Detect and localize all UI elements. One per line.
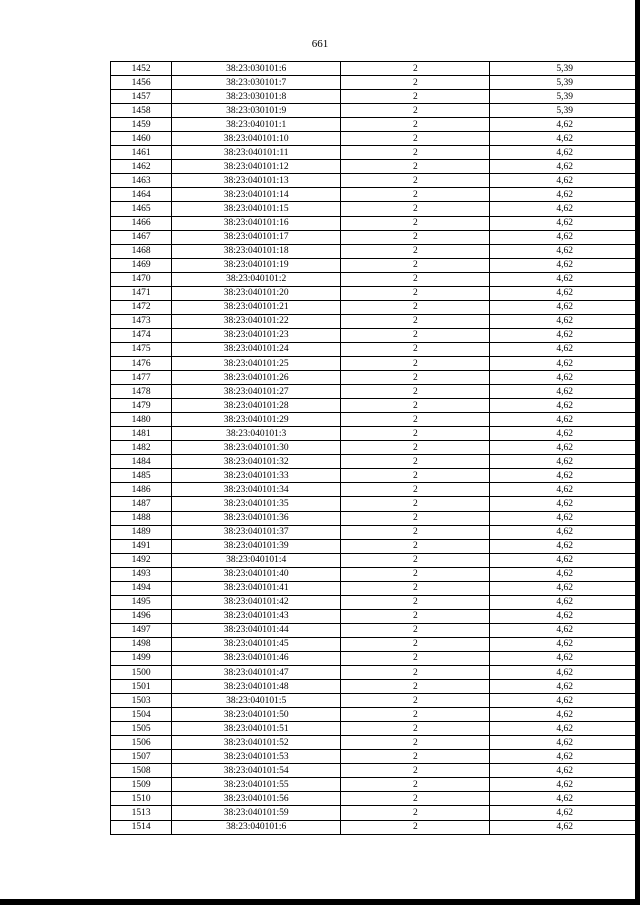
table-row: [111, 427, 640, 441]
cadastral-number-cell: 38:23:040101:55: [172, 778, 341, 792]
value-cell: 4,62: [490, 609, 640, 623]
cadastral-number-cell: 38:23:040101:20: [172, 286, 341, 300]
cadastral-number-cell: 38:23:040101:39: [172, 539, 341, 553]
value-cell: 4,62: [490, 230, 640, 244]
table-row: [111, 609, 640, 623]
table-row: [111, 469, 640, 483]
category-cell: 2: [341, 806, 490, 820]
value-cell: 4,62: [490, 399, 640, 413]
value-cell: 4,62: [490, 525, 640, 539]
value-cell: 4,62: [490, 202, 640, 216]
row-number-cell: 1477: [111, 371, 172, 385]
category-cell: 2: [341, 595, 490, 609]
category-cell: 2: [341, 356, 490, 370]
table-row: [111, 188, 640, 202]
value-cell: 4,62: [490, 132, 640, 146]
cadastral-number-cell: 38:23:040101:26: [172, 371, 341, 385]
cadastral-number-cell: 38:23:040101:18: [172, 244, 341, 258]
row-number-cell: 1472: [111, 300, 172, 314]
table-row: [111, 764, 640, 778]
cadastral-number-cell: 38:23:040101:23: [172, 328, 341, 342]
value-cell: 4,62: [490, 736, 640, 750]
table-body: [111, 62, 640, 835]
row-number-cell: 1459: [111, 118, 172, 132]
category-cell: 2: [341, 609, 490, 623]
cadastral-number-cell: 38:23:040101:28: [172, 399, 341, 413]
category-cell: 2: [341, 258, 490, 272]
table-row: [111, 385, 640, 399]
scan-edge-bottom: [0, 899, 640, 905]
value-cell: 4,62: [490, 385, 640, 399]
scan-edge-right: [635, 0, 640, 905]
row-number-cell: 1499: [111, 651, 172, 665]
row-number-cell: 1514: [111, 820, 172, 834]
cadastral-number-cell: 38:23:040101:2: [172, 272, 341, 286]
table-row: [111, 511, 640, 525]
cadastral-number-cell: 38:23:040101:45: [172, 637, 341, 651]
table-row: [111, 272, 640, 286]
row-number-cell: 1498: [111, 637, 172, 651]
cadastral-number-cell: 38:23:040101:43: [172, 609, 341, 623]
table-row: [111, 553, 640, 567]
category-cell: 2: [341, 483, 490, 497]
category-cell: 2: [341, 385, 490, 399]
cadastral-number-cell: 38:23:040101:53: [172, 750, 341, 764]
cadastral-number-cell: 38:23:030101:8: [172, 90, 341, 104]
row-number-cell: 1487: [111, 497, 172, 511]
value-cell: 4,62: [490, 469, 640, 483]
row-number-cell: 1471: [111, 286, 172, 300]
table-row: [111, 539, 640, 553]
category-cell: 2: [341, 694, 490, 708]
category-cell: 2: [341, 286, 490, 300]
category-cell: 2: [341, 651, 490, 665]
category-cell: 2: [341, 469, 490, 483]
row-number-cell: 1482: [111, 441, 172, 455]
row-number-cell: 1494: [111, 581, 172, 595]
value-cell: 5,39: [490, 62, 640, 76]
category-cell: 2: [341, 342, 490, 356]
category-cell: 2: [341, 314, 490, 328]
category-cell: 2: [341, 792, 490, 806]
cadastral-number-cell: 38:23:040101:17: [172, 230, 341, 244]
cadastral-number-cell: 38:23:040101:30: [172, 441, 341, 455]
cadastral-number-cell: 38:23:030101:9: [172, 104, 341, 118]
cadastral-number-cell: 38:23:040101:33: [172, 469, 341, 483]
value-cell: 4,62: [490, 581, 640, 595]
cadastral-number-cell: 38:23:040101:4: [172, 553, 341, 567]
cadastral-number-cell: 38:23:040101:56: [172, 792, 341, 806]
table-row: [111, 666, 640, 680]
row-number-cell: 1493: [111, 567, 172, 581]
cadastral-number-cell: 38:23:040101:41: [172, 581, 341, 595]
row-number-cell: 1457: [111, 90, 172, 104]
table-row: [111, 146, 640, 160]
table-row: [111, 258, 640, 272]
table-row: [111, 750, 640, 764]
row-number-cell: 1465: [111, 202, 172, 216]
row-number-cell: 1481: [111, 427, 172, 441]
category-cell: 2: [341, 62, 490, 76]
category-cell: 2: [341, 764, 490, 778]
row-number-cell: 1456: [111, 76, 172, 90]
row-number-cell: 1501: [111, 680, 172, 694]
value-cell: 4,62: [490, 595, 640, 609]
category-cell: 2: [341, 666, 490, 680]
table-row: [111, 708, 640, 722]
table-row: [111, 300, 640, 314]
value-cell: 4,62: [490, 792, 640, 806]
row-number-cell: 1480: [111, 413, 172, 427]
table-row: [111, 90, 640, 104]
value-cell: 4,62: [490, 216, 640, 230]
cadastral-number-cell: 38:23:040101:13: [172, 174, 341, 188]
row-number-cell: 1500: [111, 666, 172, 680]
row-number-cell: 1489: [111, 525, 172, 539]
category-cell: 2: [341, 202, 490, 216]
value-cell: 4,62: [490, 258, 640, 272]
table-row: [111, 76, 640, 90]
value-cell: 4,62: [490, 188, 640, 202]
value-cell: 4,62: [490, 623, 640, 637]
cadastral-number-cell: 38:23:040101:51: [172, 722, 341, 736]
row-number-cell: 1513: [111, 806, 172, 820]
category-cell: 2: [341, 371, 490, 385]
category-cell: 2: [341, 708, 490, 722]
value-cell: 5,39: [490, 76, 640, 90]
value-cell: 4,62: [490, 244, 640, 258]
row-number-cell: 1485: [111, 469, 172, 483]
cadastral-number-cell: 38:23:040101:14: [172, 188, 341, 202]
category-cell: 2: [341, 820, 490, 834]
row-number-cell: 1467: [111, 230, 172, 244]
category-cell: 2: [341, 525, 490, 539]
category-cell: 2: [341, 90, 490, 104]
value-cell: 4,62: [490, 342, 640, 356]
row-number-cell: 1473: [111, 314, 172, 328]
value-cell: 4,62: [490, 314, 640, 328]
cadastral-number-cell: 38:23:030101:6: [172, 62, 341, 76]
row-number-cell: 1476: [111, 356, 172, 370]
table-row: [111, 455, 640, 469]
row-number-cell: 1452: [111, 62, 172, 76]
value-cell: 4,62: [490, 567, 640, 581]
row-number-cell: 1461: [111, 146, 172, 160]
page-number: 661: [311, 38, 329, 50]
row-number-cell: 1466: [111, 216, 172, 230]
cadastral-number-cell: 38:23:040101:5: [172, 694, 341, 708]
value-cell: 4,62: [490, 174, 640, 188]
category-cell: 2: [341, 736, 490, 750]
row-number-cell: 1486: [111, 483, 172, 497]
cadastral-number-cell: 38:23:040101:59: [172, 806, 341, 820]
table-row: [111, 736, 640, 750]
value-cell: 4,62: [490, 300, 640, 314]
category-cell: 2: [341, 455, 490, 469]
value-cell: 4,62: [490, 328, 640, 342]
category-cell: 2: [341, 511, 490, 525]
row-number-cell: 1475: [111, 342, 172, 356]
category-cell: 2: [341, 160, 490, 174]
category-cell: 2: [341, 539, 490, 553]
cadastral-number-cell: 38:23:040101:50: [172, 708, 341, 722]
table-row: [111, 623, 640, 637]
cadastral-number-cell: 38:23:040101:12: [172, 160, 341, 174]
table-row: [111, 216, 640, 230]
value-cell: 4,62: [490, 483, 640, 497]
table-row: [111, 174, 640, 188]
value-cell: 4,62: [490, 286, 640, 300]
value-cell: 4,62: [490, 455, 640, 469]
category-cell: 2: [341, 722, 490, 736]
table-row: [111, 567, 640, 581]
cadastral-number-cell: 38:23:040101:54: [172, 764, 341, 778]
category-cell: 2: [341, 76, 490, 90]
category-cell: 2: [341, 497, 490, 511]
category-cell: 2: [341, 413, 490, 427]
cadastral-number-cell: 38:23:040101:42: [172, 595, 341, 609]
table-row: [111, 314, 640, 328]
cadastral-number-cell: 38:23:030101:7: [172, 76, 341, 90]
table-row: [111, 62, 640, 76]
table-row: [111, 581, 640, 595]
value-cell: 4,62: [490, 371, 640, 385]
value-cell: 4,62: [490, 694, 640, 708]
category-cell: 2: [341, 750, 490, 764]
value-cell: 4,62: [490, 553, 640, 567]
table-row: [111, 230, 640, 244]
category-cell: 2: [341, 188, 490, 202]
cadastral-number-cell: 38:23:040101:1: [172, 118, 341, 132]
row-number-cell: 1496: [111, 609, 172, 623]
row-number-cell: 1478: [111, 385, 172, 399]
cadastral-number-cell: 38:23:040101:32: [172, 455, 341, 469]
row-number-cell: 1460: [111, 132, 172, 146]
table-row: [111, 413, 640, 427]
category-cell: 2: [341, 146, 490, 160]
table-row: [111, 202, 640, 216]
table-row: [111, 497, 640, 511]
category-cell: 2: [341, 272, 490, 286]
category-cell: 2: [341, 244, 490, 258]
row-number-cell: 1504: [111, 708, 172, 722]
cadastral-number-cell: 38:23:040101:21: [172, 300, 341, 314]
table-row: [111, 342, 640, 356]
table-row: [111, 356, 640, 370]
row-number-cell: 1479: [111, 399, 172, 413]
table-row: [111, 525, 640, 539]
cadastral-number-cell: 38:23:040101:52: [172, 736, 341, 750]
table-row: [111, 399, 640, 413]
value-cell: 4,62: [490, 118, 640, 132]
category-cell: 2: [341, 567, 490, 581]
row-number-cell: 1510: [111, 792, 172, 806]
cadastral-number-cell: 38:23:040101:19: [172, 258, 341, 272]
category-cell: 2: [341, 300, 490, 314]
row-number-cell: 1488: [111, 511, 172, 525]
table-row: [111, 104, 640, 118]
value-cell: 4,62: [490, 146, 640, 160]
table-row: [111, 244, 640, 258]
cadastral-number-cell: 38:23:040101:15: [172, 202, 341, 216]
cadastral-number-cell: 38:23:040101:3: [172, 427, 341, 441]
table-row: [111, 441, 640, 455]
value-cell: 5,39: [490, 90, 640, 104]
table-row: [111, 722, 640, 736]
row-number-cell: 1497: [111, 623, 172, 637]
row-number-cell: 1495: [111, 595, 172, 609]
cadastral-number-cell: 38:23:040101:47: [172, 666, 341, 680]
cadastral-table: [110, 61, 640, 835]
row-number-cell: 1469: [111, 258, 172, 272]
value-cell: 5,39: [490, 104, 640, 118]
cadastral-number-cell: 38:23:040101:16: [172, 216, 341, 230]
value-cell: 4,62: [490, 708, 640, 722]
value-cell: 4,62: [490, 497, 640, 511]
value-cell: 4,62: [490, 722, 640, 736]
value-cell: 4,62: [490, 666, 640, 680]
row-number-cell: 1506: [111, 736, 172, 750]
value-cell: 4,62: [490, 820, 640, 834]
value-cell: 4,62: [490, 750, 640, 764]
cadastral-number-cell: 38:23:040101:40: [172, 567, 341, 581]
table-row: [111, 160, 640, 174]
cadastral-number-cell: 38:23:040101:34: [172, 483, 341, 497]
table-row: [111, 483, 640, 497]
table-row: [111, 132, 640, 146]
category-cell: 2: [341, 230, 490, 244]
row-number-cell: 1463: [111, 174, 172, 188]
cadastral-number-cell: 38:23:040101:35: [172, 497, 341, 511]
value-cell: 4,62: [490, 441, 640, 455]
table-row: [111, 286, 640, 300]
table-row: [111, 651, 640, 665]
category-cell: 2: [341, 427, 490, 441]
cadastral-number-cell: 38:23:040101:11: [172, 146, 341, 160]
value-cell: 4,62: [490, 511, 640, 525]
value-cell: 4,62: [490, 356, 640, 370]
category-cell: 2: [341, 441, 490, 455]
cadastral-number-cell: 38:23:040101:29: [172, 413, 341, 427]
cadastral-number-cell: 38:23:040101:37: [172, 525, 341, 539]
table-row: [111, 328, 640, 342]
category-cell: 2: [341, 174, 490, 188]
cadastral-number-cell: 38:23:040101:24: [172, 342, 341, 356]
value-cell: 4,62: [490, 427, 640, 441]
row-number-cell: 1484: [111, 455, 172, 469]
table-row: [111, 595, 640, 609]
category-cell: 2: [341, 637, 490, 651]
row-number-cell: 1491: [111, 539, 172, 553]
row-number-cell: 1507: [111, 750, 172, 764]
category-cell: 2: [341, 132, 490, 146]
row-number-cell: 1470: [111, 272, 172, 286]
table-row: [111, 371, 640, 385]
table-row: [111, 680, 640, 694]
row-number-cell: 1474: [111, 328, 172, 342]
cadastral-number-cell: 38:23:040101:10: [172, 132, 341, 146]
category-cell: 2: [341, 104, 490, 118]
category-cell: 2: [341, 778, 490, 792]
table-row: [111, 820, 640, 834]
category-cell: 2: [341, 118, 490, 132]
category-cell: 2: [341, 623, 490, 637]
row-number-cell: 1464: [111, 188, 172, 202]
row-number-cell: 1492: [111, 553, 172, 567]
row-number-cell: 1503: [111, 694, 172, 708]
category-cell: 2: [341, 328, 490, 342]
value-cell: 4,62: [490, 637, 640, 651]
row-number-cell: 1462: [111, 160, 172, 174]
row-number-cell: 1508: [111, 764, 172, 778]
category-cell: 2: [341, 216, 490, 230]
value-cell: 4,62: [490, 806, 640, 820]
cadastral-number-cell: 38:23:040101:46: [172, 651, 341, 665]
value-cell: 4,62: [490, 680, 640, 694]
row-number-cell: 1468: [111, 244, 172, 258]
cadastral-number-cell: 38:23:040101:36: [172, 511, 341, 525]
row-number-cell: 1509: [111, 778, 172, 792]
cadastral-number-cell: 38:23:040101:27: [172, 385, 341, 399]
value-cell: 4,62: [490, 764, 640, 778]
category-cell: 2: [341, 581, 490, 595]
table-row: [111, 118, 640, 132]
cadastral-number-cell: 38:23:040101:48: [172, 680, 341, 694]
row-number-cell: 1458: [111, 104, 172, 118]
table-row: [111, 694, 640, 708]
value-cell: 4,62: [490, 539, 640, 553]
value-cell: 4,62: [490, 272, 640, 286]
value-cell: 4,62: [490, 413, 640, 427]
cadastral-number-cell: 38:23:040101:25: [172, 356, 341, 370]
cadastral-number-cell: 38:23:040101:6: [172, 820, 341, 834]
category-cell: 2: [341, 399, 490, 413]
category-cell: 2: [341, 680, 490, 694]
value-cell: 4,62: [490, 778, 640, 792]
table-row: [111, 792, 640, 806]
table-row: [111, 806, 640, 820]
value-cell: 4,62: [490, 651, 640, 665]
cadastral-number-cell: 38:23:040101:44: [172, 623, 341, 637]
category-cell: 2: [341, 553, 490, 567]
value-cell: 4,62: [490, 160, 640, 174]
row-number-cell: 1505: [111, 722, 172, 736]
table-row: [111, 637, 640, 651]
cadastral-number-cell: 38:23:040101:22: [172, 314, 341, 328]
table-row: [111, 778, 640, 792]
